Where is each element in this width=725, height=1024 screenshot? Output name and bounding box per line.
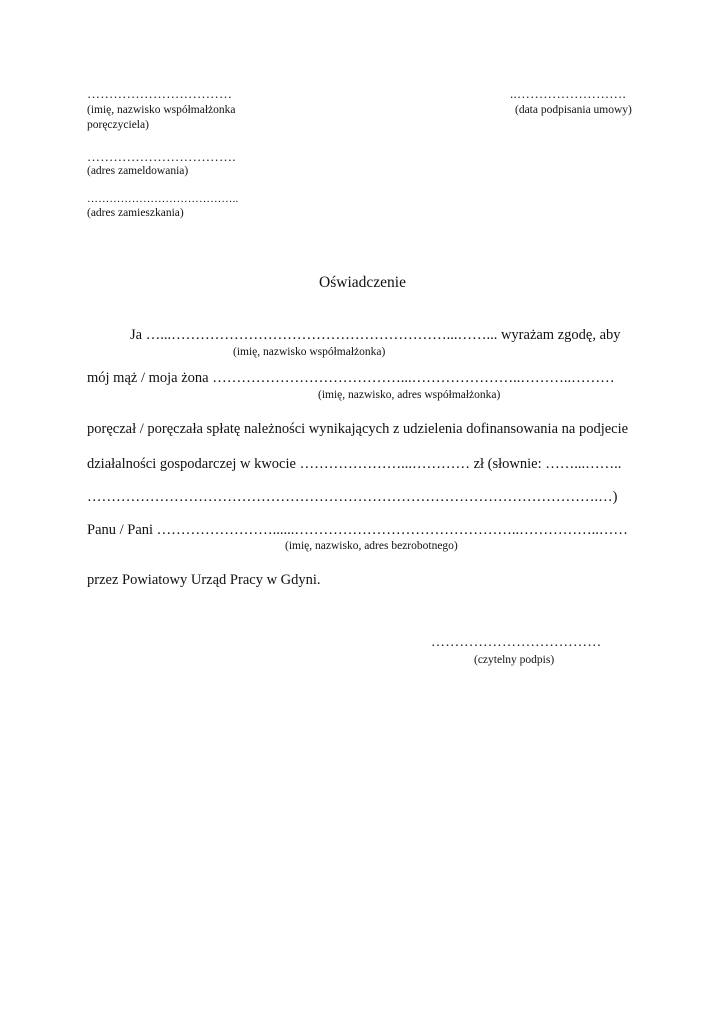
consent-caption: (imię, nazwisko współmałżonka): [233, 346, 386, 358]
document-title: Oświadczenie: [319, 274, 406, 291]
date-caption: (data podpisania umowy): [515, 104, 632, 116]
beneficiary-caption: (imię, nazwisko, adres bezrobotnego): [285, 540, 458, 552]
amount-line: działalności gospodarczej w kwocie …………………...………… zł (słownie: ……...……..: [87, 456, 622, 472]
residence-address-dots: …………………………………..: [87, 193, 239, 205]
consent-line: Ja …...…………………………………………………...……... wyrażam zgodę, aby: [130, 327, 621, 343]
spouse-name-caption-line2: poręczyciela): [87, 119, 149, 131]
signature-dots: ………………………………: [431, 635, 602, 650]
residence-address-caption: (adres zamieszkania): [87, 207, 184, 219]
date-dots: ..…………………….: [510, 86, 626, 101]
registered-address-caption: (adres zameldowania): [87, 165, 189, 177]
amount-words-line: …………………………………………………………………………………………….…): [87, 489, 618, 505]
spouse-caption: (imię, nazwisko, adres współmałżonka): [318, 389, 501, 401]
registered-address-dots: …………………………….: [87, 149, 236, 164]
spouse-name-caption: (imię, nazwisko współmałżonka: [87, 104, 236, 116]
signature-caption: (czytelny podpis): [474, 654, 555, 666]
guarantee-line: poręczał / poręczała spłatę należności wynikających z udzielenia dofinansowania na podjecie: [87, 421, 629, 437]
office-line: przez Powiatowy Urząd Pracy w Gdyni.: [87, 572, 321, 588]
spouse-line: mój mąż / moja żona …………………………………...…………………..………..………: [87, 370, 615, 386]
beneficiary-line: Panu / Pani ……………………......………………………………………..……………..……: [87, 522, 628, 538]
spouse-name-dots: ……………………………: [87, 86, 233, 101]
